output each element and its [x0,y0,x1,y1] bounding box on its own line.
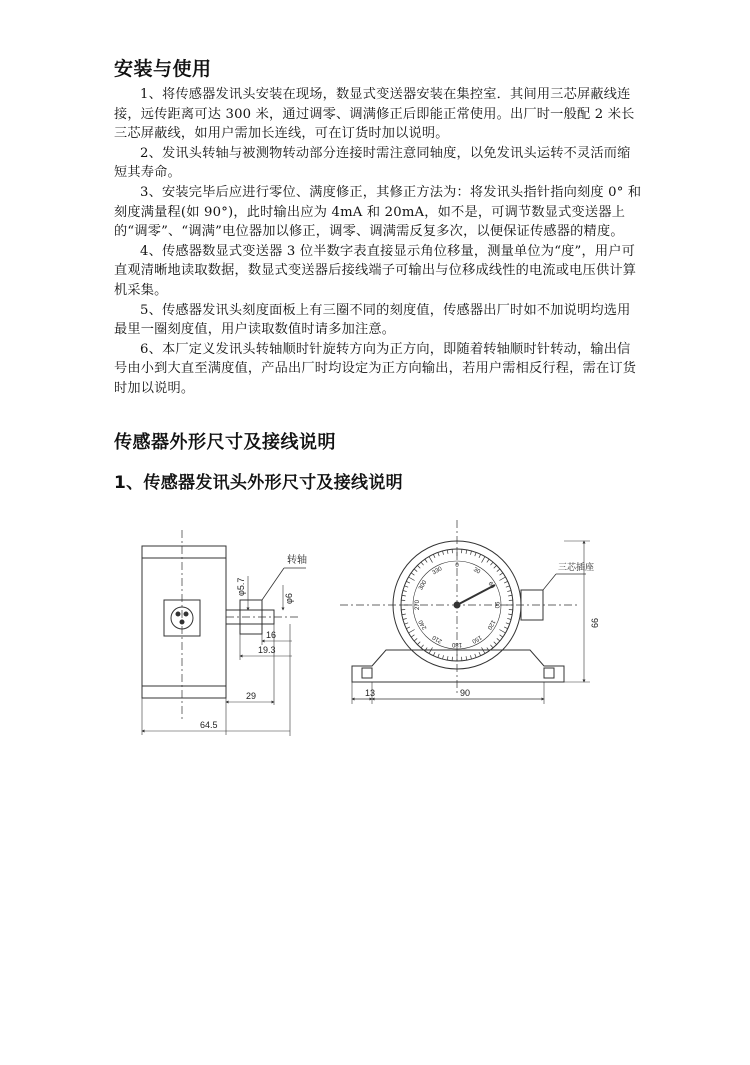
dial-tick [402,595,406,596]
dial-tick [508,614,512,615]
dial-tick [500,635,503,637]
dial-tick [504,581,508,583]
dim-label-64-5: 64.5 [200,720,218,730]
dial-scale-label: 330 [431,566,444,577]
dial-tick [447,550,448,554]
dial-tick [500,573,503,575]
dial-tick [403,618,407,619]
dial-tick [497,638,500,641]
install-paragraph-1: 1、将传感器发讯头安装在现场，数显式变送器安装在集控室．其间用三芯屏蔽线连接，远传距离可达 300 米，通过调零、调满修正后即能正常使用。出厂时一般配 2 米长三芯屏蔽线，如用户需加长连线，可在订货时加以说明。 [114,87,635,142]
dim-label-phi-6: φ6 [284,593,294,604]
install-paragraph-6: 6、本厂定义发讯头转轴顺时针旋转方向为正方向，即随着转轴顺时针转动，输出信号由小到大直至满度值，产品出厂时均设定为正方向输出，若用户需相反行程，需在订货时加以说明。 [114,341,637,396]
dial-scale-label: 240 [418,618,429,631]
dial-tick [497,569,500,572]
dial-tick [433,652,435,656]
dial-tick [414,569,417,572]
dial-scale-label: 120 [485,618,496,631]
dial-tick [429,557,433,563]
install-paragraph-3: 3、安装完毕后应进行零位、满度修正，其修正方法为：将发讯头指针指向刻度 0° 和刻度满量程(如 90°)，此时输出应为 4mA 和 20mA，如不是，可调节数显式变送器上的“调零”、“调满”电位器加以修正，调零、调满需反复多次，以便保证传感器的精度。 [114,184,642,240]
dial-tick [403,591,407,592]
dial-tick [479,554,481,558]
dim-label-19-3: 19.3 [258,645,276,655]
dial-tick [466,550,467,554]
dim-label-29: 29 [246,691,257,701]
dial-scale-label: 270 [415,599,421,611]
dial-tick [402,614,406,615]
dial-tick [506,586,510,587]
side-view-labels [200,553,307,730]
dial-tick [466,656,467,660]
dim-label-66: 66 [590,617,600,628]
connector-pin [176,612,180,616]
dial-tick [414,638,417,641]
dial-tick [499,630,505,634]
dial-tick [411,573,414,575]
socket-leader [543,574,556,590]
dial-tick [506,623,510,624]
mount-hole-left [362,668,372,678]
dial-tick [409,630,415,634]
dial-tick [507,591,511,592]
dial-tick [409,577,415,581]
dial-tick [433,554,435,558]
dial-tick [507,618,511,619]
dial-tick [470,655,471,659]
section-subtitle-sensor-head: 1、传感器发讯头外形尺寸及接线说明 [114,473,403,493]
install-paragraph-2: 2、发讯头转轴与被测物转动部分连接时需注意同轴度，以免发讯头运转不灵活而缩短其寿命。 [114,145,631,181]
dial-tick [504,627,508,629]
section-title-install: 安装与使用 [114,58,212,80]
dial-tick [487,559,489,562]
dial-tick [479,652,481,656]
side-view [142,530,306,736]
dial-tick [421,645,424,648]
dial-tick [438,552,439,556]
dial-tick [494,565,497,568]
dial-tick [443,655,444,659]
install-paragraph-4: 4、传感器数显式变送器 3 位半数字表直接显示角位移量，测量单位为“度”，用户可直观清晰地读取数据，数显式变送器后接线端子可输出与位移成线性的电流或电压供计算机采集。 [114,243,637,298]
dial-tick [425,559,427,562]
dial-tick [421,562,424,565]
dial-hub [454,602,460,608]
dial-tick [499,577,505,581]
dial-tick [404,586,408,587]
install-paragraph-5: 5、传感器发讯头刻度面板上有三圈不同的刻度值，传感器出厂时如不加说明均选用最里一圈刻度值，用户读取数值时请多加注意。 [114,302,631,338]
dial-scale-label: 30 [472,566,481,576]
dial-tick [406,627,410,629]
dial-scale-label: 150 [470,633,483,644]
dim-label-13: 13 [365,688,376,698]
dial-tick [494,642,497,645]
dial-tick [508,595,512,596]
mount-hole-right [544,668,554,678]
label-three-core-socket: 三芯插座 [558,562,595,572]
dial-scale-label: 180 [451,641,463,647]
dial-tick [438,654,439,658]
dial-tick [443,551,444,555]
shaft-leader [262,568,284,600]
dial-tick [417,642,420,645]
dial-tick [404,623,408,624]
section-title-dimensions: 传感器外形尺寸及接线说明 [114,432,336,453]
mounting-base [352,650,564,682]
dial-tick [417,565,420,568]
dial-tick [475,552,476,556]
dial-tick [470,551,471,555]
dial-tick [411,635,414,637]
dial-scale-label: 90 [493,601,499,609]
dial-tick [490,562,493,565]
dial-tick [482,557,486,563]
front-view [340,520,590,704]
dial-tick [475,654,476,658]
front-view-labels [365,561,600,698]
dial-scale-label: 210 [431,633,444,644]
dial-tick [406,581,410,583]
dim-label-phi-5-7: φ5.7 [236,577,246,596]
connector-pin [184,612,188,616]
dial-tick [447,656,448,660]
dim-label-90: 90 [460,688,471,698]
dial-scale-label: 60 [486,581,496,590]
label-shaft: 转轴 [287,555,307,566]
dim-label-16: 16 [266,630,277,640]
dial-scale-label: 300 [418,579,429,592]
dial-tick [490,645,493,648]
dial-scale-label: 0 [455,563,459,569]
